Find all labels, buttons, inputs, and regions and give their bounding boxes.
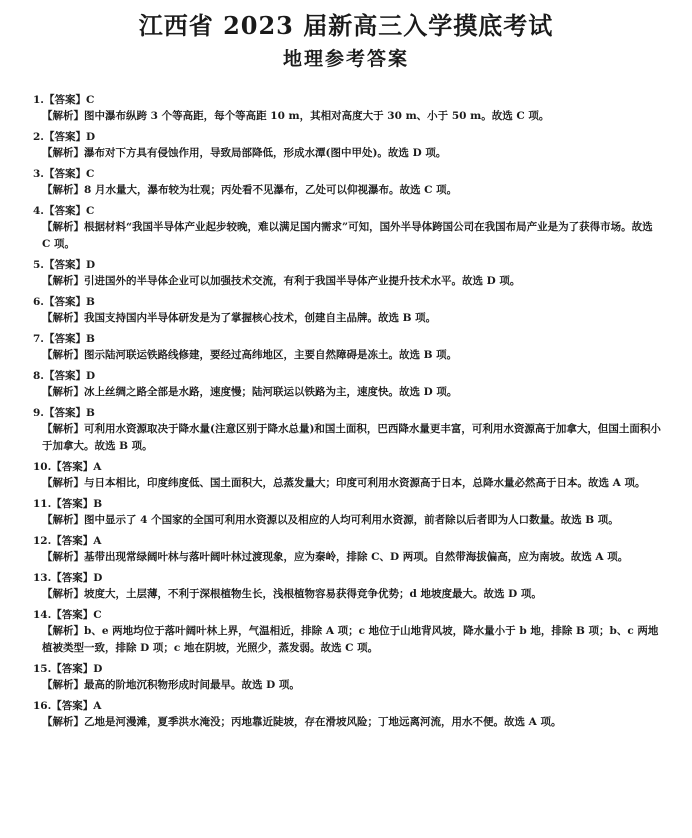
answer-line: 10.【答案】A bbox=[33, 461, 102, 473]
analysis-text: 【解析】根据材料“我国半导体产业起步较晚，难以满足国内需求”可知，国外半导体跨国公司在我国布局产业是为了获得市场。故选 C 项。 bbox=[42, 221, 653, 250]
analysis-text: 【解析】b、e 两地均位于落叶阔叶林上界，气温相近，排除 A 项；c 地位于山地背风坡，降水量小于 b 地，排除 B 项；b、c 两地植被类型一致，排除 D 项；c 地在阴坡，光照少，蒸发弱。故选 C 项。 bbox=[42, 625, 659, 654]
answer-item-8 bbox=[33, 368, 661, 401]
answer-item-3 bbox=[33, 166, 661, 199]
answer-line: 2.【答案】D bbox=[33, 131, 96, 143]
answer-line: 13.【答案】D bbox=[33, 572, 103, 584]
answer-item-16 bbox=[33, 698, 661, 731]
analysis-text: 【解析】坡度大，土层薄，不利于深根植物生长，浅根植物容易获得竞争优势；d 地坡度最大。故选 D 项。 bbox=[42, 588, 542, 600]
answer-line: 8.【答案】D bbox=[33, 370, 96, 382]
analysis-text: 【解析】图中瀑布纵跨 3 个等高距，每个等高距 10 m，其相对高度大于 30 m、小于 50 m。故选 C 项。 bbox=[42, 110, 550, 122]
answer-line: 3.【答案】C bbox=[33, 168, 95, 180]
analysis-text: 【解析】瀑布对下方具有侵蚀作用，导致局部降低，形成水潭(图中甲处)。故选 D 项。 bbox=[42, 147, 447, 159]
answer-list bbox=[33, 92, 661, 735]
answer-line: 9.【答案】B bbox=[33, 407, 95, 419]
analysis-text: 【解析】最高的阶地沉积物形成时间最早。故选 D 项。 bbox=[42, 679, 300, 691]
answer-line: 14.【答案】C bbox=[33, 609, 102, 621]
document-subtitle: 地理参考答案 bbox=[282, 48, 409, 70]
answer-item-6 bbox=[33, 294, 661, 327]
answer-line: 15.【答案】D bbox=[33, 663, 103, 675]
analysis-text: 【解析】冰上丝绸之路全部是水路，速度慢；陆河联运以铁路为主，速度快。故选 D 项。 bbox=[42, 386, 458, 398]
answer-item-2 bbox=[33, 129, 661, 162]
answer-line: 1.【答案】C bbox=[33, 94, 95, 106]
answer-item-1 bbox=[33, 92, 661, 125]
answer-line: 6.【答案】B bbox=[33, 296, 95, 308]
answer-line: 11.【答案】B bbox=[33, 498, 103, 510]
analysis-text: 【解析】图中显示了 4 个国家的全国可利用水资源以及相应的人均可利用水资源，前者除以后者即为人口数量。故选 B 项。 bbox=[42, 514, 619, 526]
analysis-text: 【解析】引进国外的半导体企业可以加强技术交流，有利于我国半导体产业提升技术水平。故选 D 项。 bbox=[42, 275, 521, 287]
answer-line: 12.【答案】A bbox=[33, 535, 102, 547]
answer-line: 4.【答案】C bbox=[33, 205, 95, 217]
answer-item-5 bbox=[33, 257, 661, 290]
answer-item-11 bbox=[33, 496, 661, 529]
answer-item-10 bbox=[33, 459, 661, 492]
answer-item-4 bbox=[33, 203, 661, 253]
answer-item-12 bbox=[33, 533, 661, 566]
analysis-text: 【解析】乙地是河漫滩，夏季洪水淹没；丙地靠近陡坡，存在滑坡风险；丁地远离河流，用水不便。故选 A 项。 bbox=[42, 716, 562, 728]
answer-line: 7.【答案】B bbox=[33, 333, 95, 345]
analysis-text: 【解析】我国支持国内半导体研发是为了掌握核心技术，创建自主品牌。故选 B 项。 bbox=[42, 312, 437, 324]
answer-item-13 bbox=[33, 570, 661, 603]
analysis-text: 【解析】可利用水资源取决于降水量(注意区别于降水总量)和国土面积，巴西降水量更丰富，可利用水资源高于加拿大，但国土面积小于加拿大。故选 B 项。 bbox=[42, 423, 661, 452]
analysis-text: 【解析】8 月水量大，瀑布较为壮观；丙处看不见瀑布，乙处可以仰视瀑布。故选 C 项。 bbox=[42, 184, 458, 196]
analysis-text: 【解析】与日本相比，印度纬度低、国土面积大，总蒸发量大；印度可利用水资源高于日本，总降水量必然高于日本。故选 A 项。 bbox=[42, 477, 646, 489]
analysis-text: 【解析】基带出现常绿阔叶林与落叶阔叶林过渡现象，应为秦岭，排除 C、D 两项。自然带海拔偏高，应为南坡。故选 A 项。 bbox=[42, 551, 629, 563]
answer-item-14 bbox=[33, 607, 661, 657]
answer-line: 16.【答案】A bbox=[33, 700, 102, 712]
answer-line: 5.【答案】D bbox=[33, 259, 96, 271]
answer-item-9 bbox=[33, 405, 661, 455]
document-title: 江西省 2023 届新高三入学摸底考试 bbox=[138, 11, 554, 40]
answer-item-7 bbox=[33, 331, 661, 364]
analysis-text: 【解析】图示陆河联运铁路线修建，要经过高纬地区，主要自然障碍是冻土。故选 B 项。 bbox=[42, 349, 458, 361]
answer-item-15 bbox=[33, 661, 661, 694]
